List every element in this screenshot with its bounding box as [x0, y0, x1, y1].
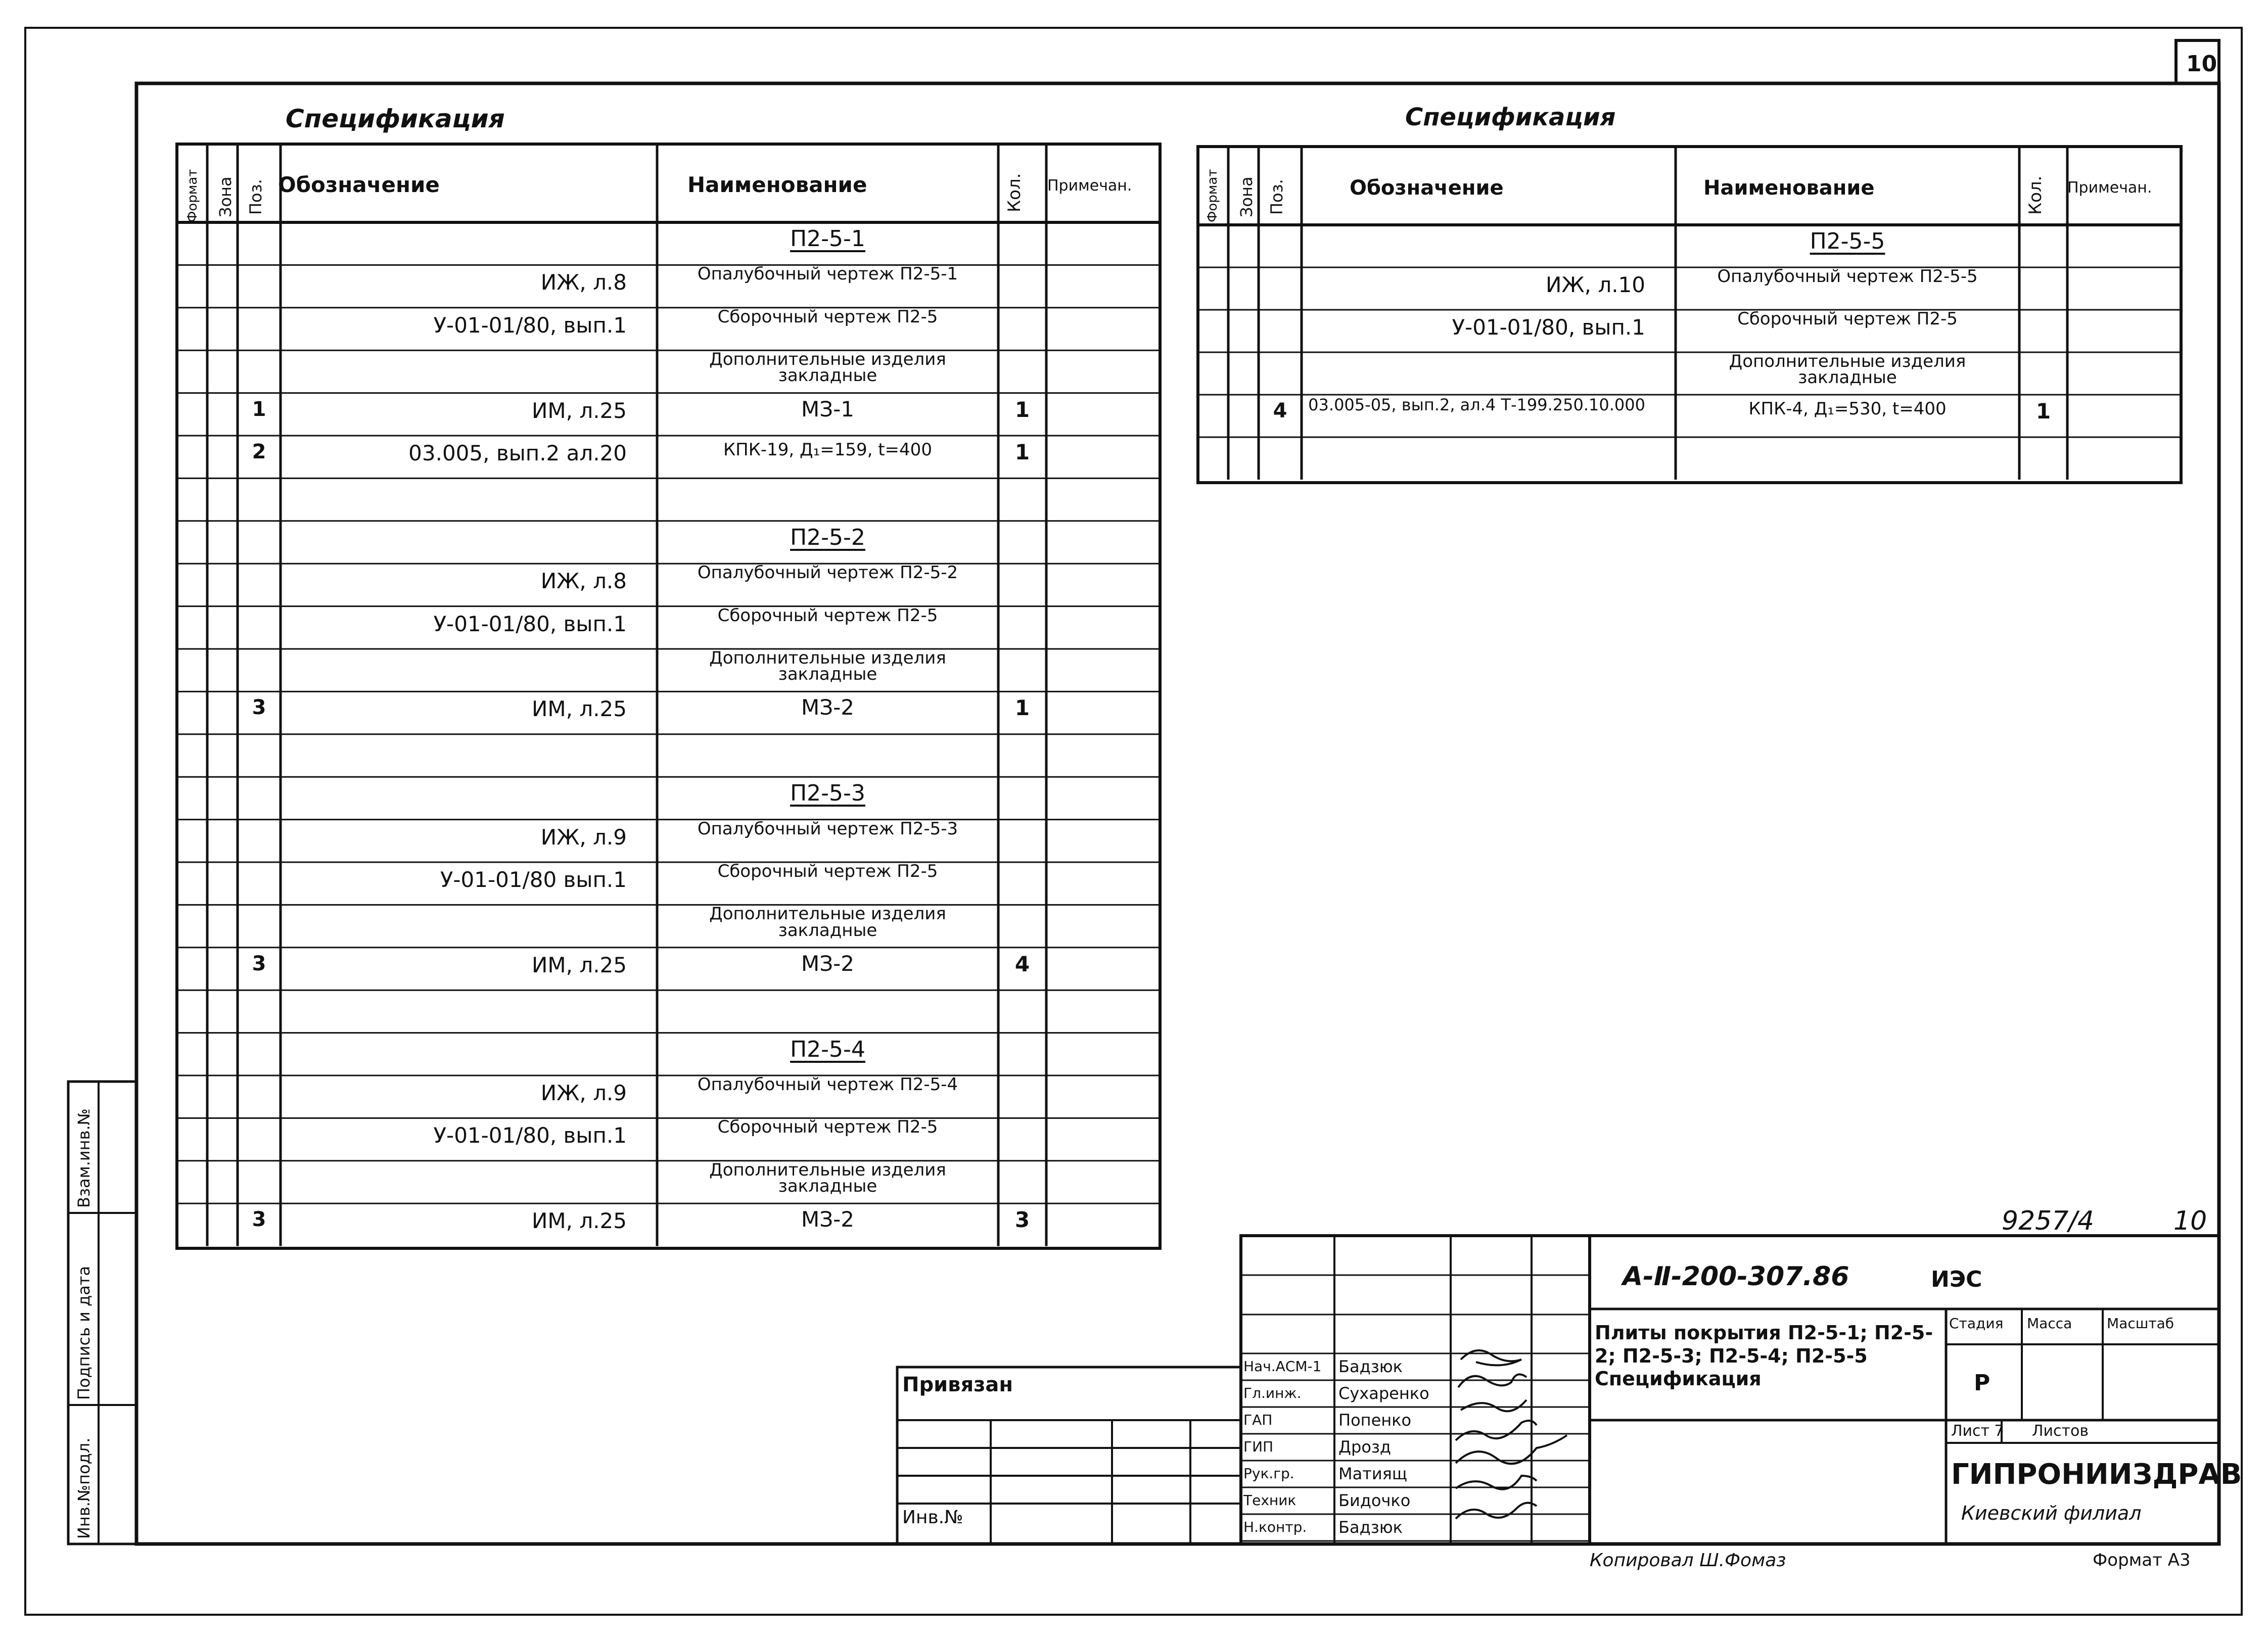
title-stage-label: Стадия — [1949, 1315, 2004, 1332]
right-header-pos: Поз. — [1267, 179, 1286, 215]
row-qty: 1 — [1014, 695, 1030, 721]
row-pos: 4 — [1273, 399, 1287, 423]
left-header-designation: Обозначение — [278, 172, 440, 197]
row-designation: У-01-01/80, вып.1 — [433, 312, 627, 338]
role-name: Бадзюк — [1338, 1357, 1403, 1376]
right-header-format: Формат — [1205, 169, 1220, 222]
title-description: Плиты покрытия П2-5-1; П2-5-2; П2-5-3; П2-5-4; П2-5-5 Спецификация — [1595, 1322, 1933, 1390]
row-designation: ИМ, л.25 — [532, 398, 627, 423]
inv-number-label: Инв.№ — [902, 1507, 963, 1528]
row-name: Опалубочный чертеж П2-5-1 — [697, 264, 958, 285]
role-name: Сухаренко — [1338, 1384, 1429, 1403]
side-stamp-inv-orig: Инв.№подл. — [74, 1437, 94, 1539]
row-name: П2-5-3 — [790, 780, 865, 807]
row-designation: У-01-01/80, вып.1 — [433, 611, 627, 636]
row-name: Сборочный чертеж П2-5 — [1737, 309, 1958, 329]
row-qty: 3 — [1014, 1207, 1030, 1233]
row-qty: 4 — [1014, 951, 1030, 976]
row-designation: У-01-01/80 вып.1 — [440, 867, 627, 892]
row-name: Сборочный чертеж П2-5 — [717, 1117, 938, 1138]
side-stamp-sign-date: Подпись и дата — [74, 1265, 94, 1400]
role-label: Нач.АСМ-1 — [1243, 1358, 1322, 1375]
row-name: Дополнительные изделия закладные — [709, 648, 946, 685]
row-designation: У-01-01/80, вып.1 — [433, 1123, 627, 1148]
row-name: П2-5-4 — [790, 1036, 865, 1062]
doc-code: 9257/4 — [2002, 1206, 2094, 1236]
right-header-note: Примечан. — [2067, 179, 2152, 197]
row-designation: ИЖ, л.10 — [1546, 272, 1645, 297]
row-name: Дополнительные изделия закладные — [709, 349, 946, 386]
right-spec-title: Спецификация — [1405, 103, 1616, 131]
right-header-designation: Обозначение — [1350, 176, 1504, 200]
row-name: П2-5-2 — [790, 524, 865, 550]
role-name: Матиящ — [1338, 1464, 1408, 1483]
org-branch: Киевский филиал — [1961, 1502, 2142, 1524]
row-name: Дополнительные изделия закладные — [709, 904, 946, 941]
left-header-note: Примечан. — [1047, 177, 1132, 195]
privyazan-label: Привязан — [902, 1373, 1013, 1396]
row-designation: У-01-01/80, вып.1 — [1452, 315, 1645, 340]
left-header-qty: Кол. — [1004, 173, 1025, 212]
row-name: Сборочный чертеж П2-5 — [717, 861, 938, 881]
title-scale-label: Масштаб — [2107, 1315, 2174, 1332]
row-designation: 03.005, вып.2 ал.20 — [408, 441, 627, 465]
row-pos: 3 — [252, 1208, 266, 1232]
title-code-suffix: ИЭС — [1931, 1267, 1982, 1292]
row-qty: 1 — [1014, 397, 1030, 422]
row-pos: 1 — [252, 397, 266, 421]
role-name: Дрозд — [1338, 1437, 1392, 1457]
role-label: Гл.инж. — [1243, 1385, 1302, 1401]
row-qty: 1 — [1014, 440, 1030, 464]
row-designation: 03.005-05, вып.2, ал.4 Т-199.250.10.000 — [1308, 395, 1645, 414]
row-name: МЗ-1 — [801, 396, 855, 421]
role-name: Бидочко — [1338, 1491, 1411, 1510]
row-name: Опалубочный чертеж П2-5-4 — [697, 1074, 958, 1095]
role-label: Н.контр. — [1243, 1519, 1307, 1535]
row-designation: ИМ, л.25 — [532, 952, 627, 977]
title-designation: А-Ⅱ-200-307.86 — [1623, 1261, 1849, 1292]
row-qty: 1 — [2035, 399, 2051, 424]
row-name: КПК-19, Д₁=159, t=400 — [723, 440, 932, 460]
org-name: ГИПРОНИИЗДРАВ — [1951, 1458, 2242, 1491]
row-name: Опалубочный чертеж П2-5-3 — [697, 818, 958, 839]
row-name: Дополнительные изделия закладные — [1729, 351, 1966, 388]
title-sheets-label: Листов — [2032, 1422, 2089, 1440]
role-name: Попенко — [1338, 1411, 1412, 1430]
role-label: Рук.гр. — [1243, 1465, 1294, 1482]
role-label: ГАП — [1243, 1412, 1273, 1428]
row-pos: 3 — [252, 952, 266, 975]
left-header-zone: Зона — [216, 176, 235, 217]
side-stamp-replace-inv: Взам.инв.№ — [74, 1108, 94, 1208]
row-name: П2-5-5 — [1810, 228, 1885, 254]
left-spec-title: Спецификация — [286, 104, 505, 133]
row-name: Опалубочный чертеж П2-5-5 — [1717, 266, 1978, 287]
format-label: Формат А3 — [2093, 1550, 2191, 1570]
row-name: Сборочный чертеж П2-5 — [717, 605, 938, 626]
right-header-qty: Кол. — [2025, 175, 2046, 215]
row-pos: 2 — [252, 440, 266, 463]
row-designation: ИМ, л.25 — [532, 696, 627, 722]
row-name: МЗ-2 — [801, 951, 855, 976]
row-name: П2-5-1 — [790, 226, 865, 252]
role-name: Бадзюк — [1338, 1518, 1403, 1537]
left-header-pos: Поз. — [246, 179, 265, 215]
title-mass-label: Масса — [2027, 1315, 2072, 1332]
row-name: Опалубочный чертеж П2-5-2 — [697, 562, 958, 583]
left-header-format: Формат — [185, 169, 200, 222]
doc-page: 10 — [2173, 1206, 2207, 1236]
title-stage-value: Р — [1974, 1370, 1991, 1396]
copied-by: Копировал Ш.Фомаз — [1590, 1550, 1786, 1571]
role-label: Техник — [1243, 1492, 1297, 1509]
right-header-zone: Зона — [1237, 176, 1256, 217]
title-sheet-label: Лист 7 — [1951, 1422, 2004, 1440]
left-header-name: Наименование — [687, 172, 867, 197]
row-designation: ИМ, л.25 — [532, 1208, 627, 1234]
sheet-number: 10 — [2186, 51, 2217, 77]
row-name: КПК-4, Д₁=530, t=400 — [1748, 399, 1947, 419]
row-name: МЗ-2 — [801, 695, 855, 720]
row-designation: ИЖ, л.9 — [540, 824, 627, 850]
row-name: МЗ-2 — [801, 1207, 855, 1232]
row-designation: ИЖ, л.9 — [540, 1081, 627, 1105]
row-pos: 3 — [252, 696, 266, 720]
role-label: ГИП — [1243, 1438, 1274, 1455]
right-header-name: Наименование — [1703, 176, 1875, 200]
row-name: Сборочный чертеж П2-5 — [717, 306, 938, 327]
row-designation: ИЖ, л.8 — [540, 270, 627, 295]
row-designation: ИЖ, л.8 — [540, 569, 627, 594]
row-name: Дополнительные изделия закладные — [709, 1159, 946, 1197]
